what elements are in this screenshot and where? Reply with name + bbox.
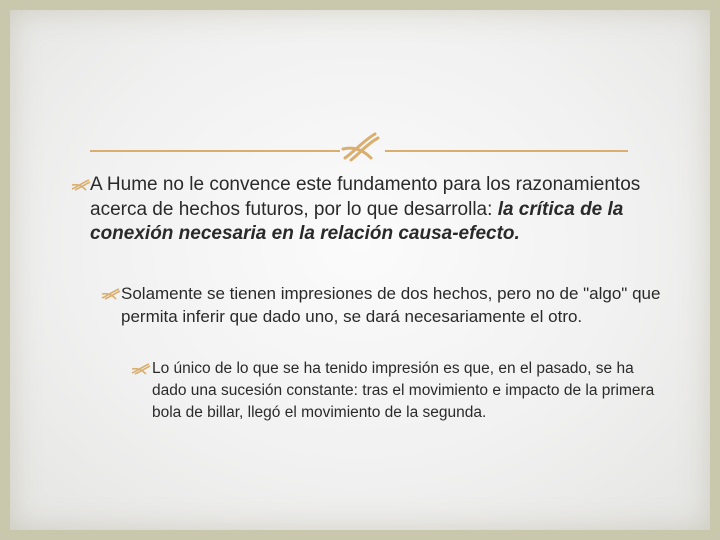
bullet-level-1-text: A Hume no le convence este fundamento para los razonamientos acerca de hechos futuros, por lo que desarrolla: xyxy=(90,174,641,220)
bullet-level-3-text: Lo único de lo que se ha tenido impresión es que, en el pasado, se ha dado una sucesión constante: tras el movimiento e impacto de la primera bola de billar, llegó el movimiento de la segunda. xyxy=(152,360,655,421)
title-divider-left xyxy=(90,150,340,152)
slide-background xyxy=(10,10,710,530)
bullet-level-1-emphasis: la crítica de la conexión necesaria en la relación causa-efecto. xyxy=(90,198,624,244)
three-strands-icon xyxy=(341,131,381,163)
strands-bullet-icon xyxy=(71,179,91,191)
bullet-level-1 xyxy=(71,173,671,247)
bullet-level-2 xyxy=(101,283,671,328)
strands-bullet-icon xyxy=(131,363,151,375)
bullet-level-3 xyxy=(131,358,671,424)
title-divider-right xyxy=(385,150,628,152)
bullet-level-2-text: Solamente se tienen impresiones de dos hechos, pero no de "algo" que permita inferir que dado uno, se dará necesariamente el otro. xyxy=(121,284,661,326)
strands-bullet-icon xyxy=(101,288,121,300)
